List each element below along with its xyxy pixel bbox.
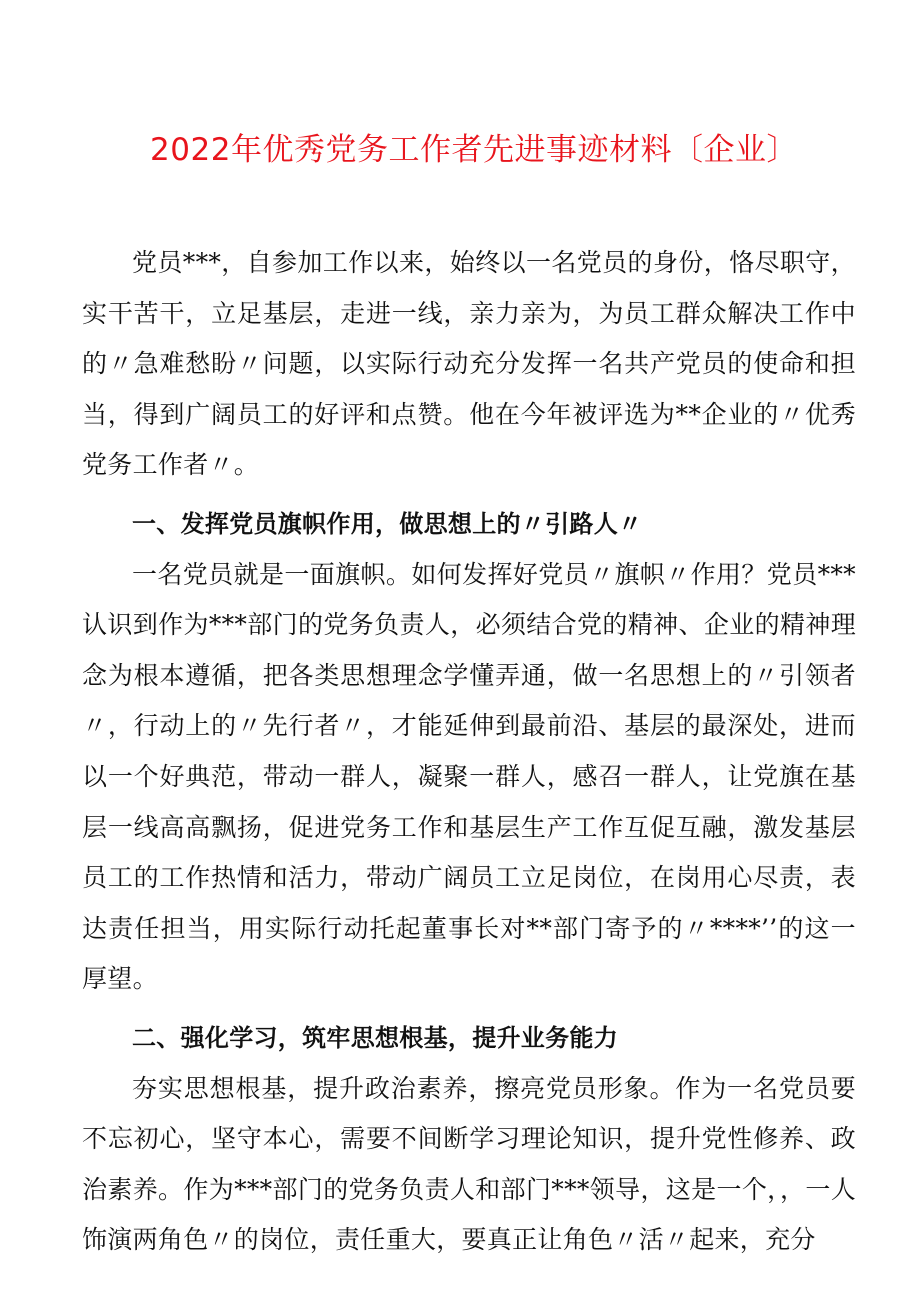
section-heading-2: 二、强化学习，筑牢思想根基，提升业务能力 bbox=[132, 1022, 618, 1052]
spacer bbox=[82, 491, 856, 499]
paragraph-intro: 党员***，自参加工作以来，始终以一名党员的身份，恪尽职守，实干苦干，立足基层，走进一线，亲力亲为，为员工群众解决工作中的〃急难愁盼〃问题，以实际行动充分发挥一名共产党员的使命和担当，得到广阔员工的好评和点赞。他在今年被评选为**企业的〃优秀党务工作者〃。 bbox=[82, 248, 856, 480]
paragraph-section-2: 夯实思想根基，提升政治素养，擦亮党员形象。作为一名党员要不忘初心，坚守本心，需要不间断学习理论知识，提升党性修养、政治素养。作为***部门的党务负责人和部门***领导，这是一个，，一人饰演两角色〃的岗位，责任重大，要真正让角色〃活〃起来，充分 bbox=[82, 1073, 856, 1255]
document-title: 2022年优秀党务工作者先进事迹材料〔企业〕 bbox=[150, 132, 798, 168]
section-heading-1: 一、发挥党员旗帜作用，做思想上的〃引路人〃 bbox=[132, 508, 643, 538]
paragraph-section-1: 一名党员就是一面旗帜。如何发挥好党员〃旗帜〃作用？党员***认识到作为***部门的党务负责人，必须结合党的精神、企业的精神理念为根本遵循，把各类思想理念学懂弄通，做一名思想上的〃引领者〃，行动上的〃先行者〃，才能延伸到最前沿、基层的最深处，进而以一个好典范，带动一群人，凝聚一群人，感召一群人，让党旗在基层一线高高飘扬，促进党务工作和基层生产工作互促互融，激发基层员工的工作热情和活力，带动广阔员工立足岗位，在岗用心尽责，表达责任担当，用实际行动托起董事长对**部门寄予的〃****’’的这一厚望。 bbox=[82, 559, 856, 994]
spacer bbox=[82, 1005, 856, 1013]
